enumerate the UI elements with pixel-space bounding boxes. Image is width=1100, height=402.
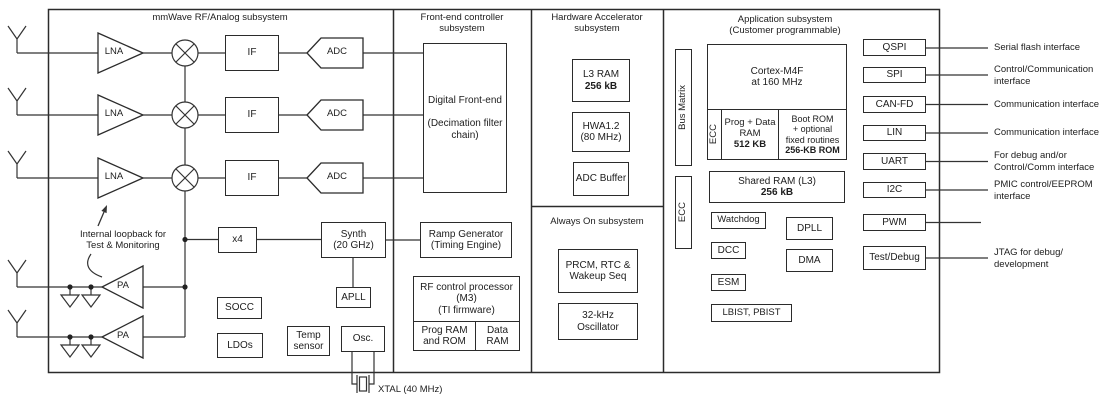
antenna-icons — [8, 26, 26, 337]
interface-block-qspi: QSPI — [863, 39, 926, 56]
if-block-3: IF — [225, 160, 279, 196]
apll-block: APLL — [336, 287, 371, 308]
dcc-block: DCC — [711, 242, 746, 259]
data-ram-cell: Data RAM — [475, 322, 519, 350]
temp-sensor-block: Temp sensor — [287, 326, 330, 356]
dpll-block: DPLL — [786, 217, 833, 240]
synth-block: Synth (20 GHz) — [321, 222, 386, 258]
digital-front-end-block: Digital Front-end (Decimation filter chain) — [423, 43, 507, 193]
desc-qspi: Serial flash interface — [994, 42, 1081, 53]
hwa-subsystem-title: Hardware Accelerator subsystem — [551, 12, 643, 35]
interface-block-testdebug: Test/Debug — [863, 246, 926, 270]
frontend-subsystem-title: Front-end controller subsystem — [420, 12, 504, 35]
ecc-tall-block: ECC — [675, 176, 692, 249]
interface-block-uart: UART — [863, 153, 926, 170]
desc-i2c: PMIC control/EEPROM interface — [994, 179, 1093, 202]
crystal-icon — [357, 375, 369, 393]
interface-block-pwm: PWM — [863, 214, 926, 231]
desc-lin: Communication interface — [994, 127, 1100, 138]
xtal-label: XTAL (40 MHz) — [378, 384, 443, 395]
application-subsystem-title: Application subsystem (Customer programmable) — [729, 14, 841, 37]
desc-testdebug: JTAG for debug/ development — [994, 247, 1063, 270]
prcm-rtc-block: PRCM, RTC & Wakeup Seq — [558, 249, 638, 293]
rf-control-processor-label: RF control processor (M3) (TI firmware) — [420, 281, 513, 316]
socc-block: SOCC — [217, 297, 262, 319]
dma-block: DMA — [786, 249, 833, 272]
cortex-m4f-label: Cortex-M4F at 160 MHz — [750, 65, 804, 88]
adc2-label: ADC — [326, 108, 348, 119]
ldos-block: LDOs — [217, 333, 263, 358]
shared-ram-block: Shared RAM (L3) 256 kB — [709, 171, 845, 203]
interface-block-spi: SPI — [863, 67, 926, 83]
prog-data-ram-cell: Prog + Data RAM 512 KB — [721, 110, 778, 159]
boot-rom-cell: Boot ROM + optional fixed routines 256-KB ROM — [778, 110, 846, 159]
lna2-label: LNA — [104, 108, 124, 119]
mmwave-subsystem-title: mmWave RF/Analog subsystem — [152, 12, 288, 23]
interface-block-lin: LIN — [863, 125, 926, 141]
ground-icons — [61, 295, 100, 357]
l3-ram-block: L3 RAM 256 kB — [572, 59, 630, 102]
if-block-2: IF — [225, 97, 279, 133]
osc-32khz-block: 32-kHz Oscillator — [558, 303, 638, 340]
adc1-label: ADC — [326, 46, 348, 57]
mixer-icons — [172, 40, 198, 191]
desc-spi: Control/Communication interface — [994, 64, 1094, 87]
ramp-generator-block: Ramp Generator (Timing Engine) — [420, 222, 512, 258]
prog-ram-rom-cell: Prog RAM and ROM — [421, 324, 468, 347]
interface-block-i2c: I2C — [863, 182, 926, 198]
interface-block-canfd: CAN-FD — [863, 96, 926, 113]
hwa12-block: HWA1.2 (80 MHz) — [572, 112, 630, 152]
adc-buffer-block: ADC Buffer — [573, 162, 629, 196]
lna1-label: LNA — [104, 46, 124, 57]
bus-matrix-block: Bus Matrix — [675, 49, 692, 166]
ecc-cell: ECC — [708, 124, 720, 145]
if-block-1: IF — [225, 35, 279, 71]
pa2-label: PA — [117, 330, 129, 341]
alwayson-subsystem-title: Always On subsystem — [550, 216, 644, 227]
esm-block: ESM — [711, 274, 746, 291]
loopback-note: Internal loopback for Test & Monitoring — [79, 229, 167, 252]
desc-uart: For debug and/or Control/Comm interface — [994, 150, 1095, 173]
watchdog-block: Watchdog — [711, 212, 766, 229]
desc-canfd: Communication interface — [994, 99, 1100, 110]
cortex-m4f-complex — [707, 44, 847, 160]
osc-block: Osc. — [341, 326, 385, 352]
pa1-label: PA — [117, 280, 129, 291]
lna3-label: LNA — [104, 171, 124, 182]
x4-multiplier-block: x4 — [218, 227, 257, 253]
rf-control-processor-block — [413, 276, 520, 351]
adc3-label: ADC — [326, 171, 348, 182]
lbist-pbist-block: LBIST, PBIST — [711, 304, 792, 322]
